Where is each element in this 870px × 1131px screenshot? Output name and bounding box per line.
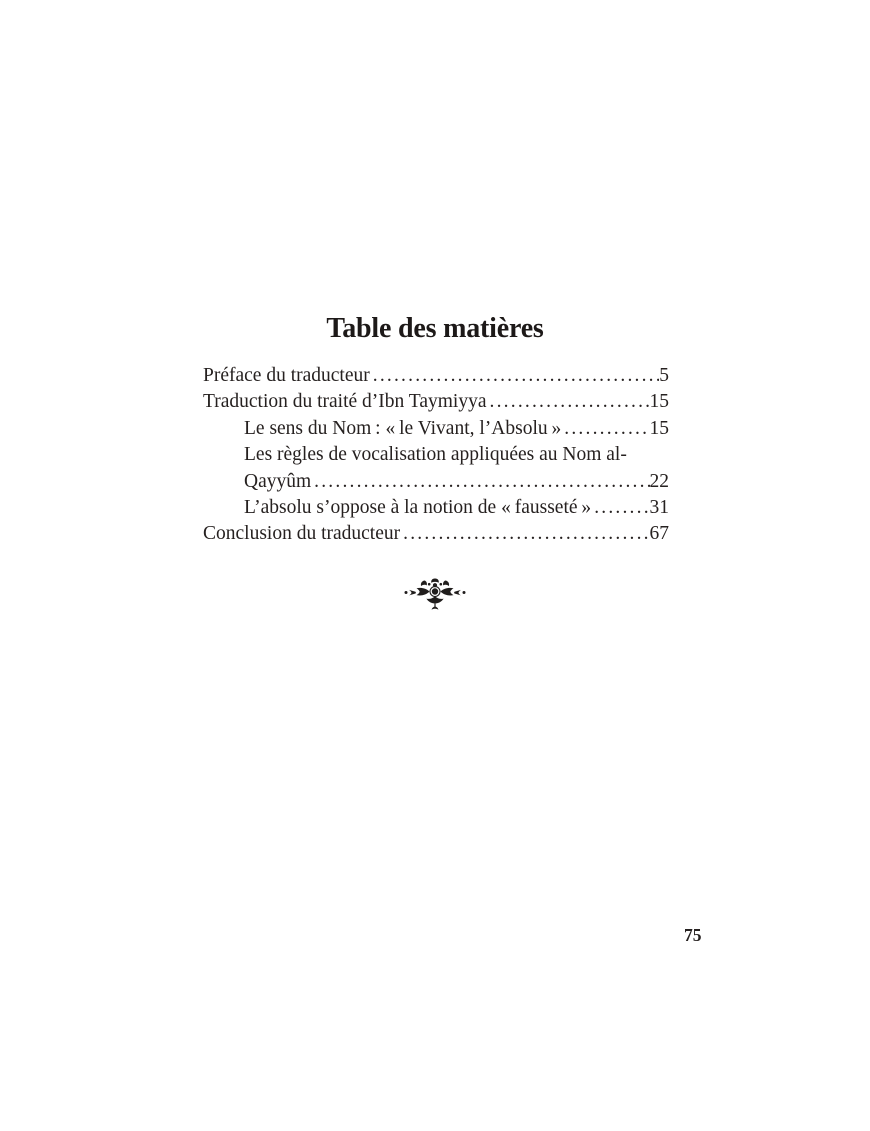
toc-page-number: 22 (649, 470, 669, 492)
fleuron-ornament-icon (403, 577, 467, 615)
toc-entry-regles-vocalisation-line-2 (203, 469, 669, 495)
dot-leader (400, 521, 649, 547)
table-of-contents (203, 363, 669, 548)
toc-entry-label: L’absolu s’oppose à la notion de « fausseté » (244, 497, 592, 519)
toc-entry-traduction-traite (203, 389, 669, 415)
toc-entry-label: Les règles de vocalisation appliquées au Nom al- (244, 444, 627, 466)
dot-leader (591, 495, 649, 521)
toc-entry-absolu-faussete (203, 495, 669, 521)
toc-page-number: 15 (649, 391, 669, 413)
toc-entry-preface (203, 363, 669, 389)
toc-page-number: 5 (659, 365, 669, 386)
dot-leader (561, 416, 649, 442)
toc-entry-conclusion (203, 521, 669, 547)
toc-entry-sens-du-nom (203, 416, 669, 442)
dot-leader (370, 363, 660, 389)
ornament-container (0, 577, 870, 620)
toc-entry-label: Conclusion du traducteur (203, 523, 401, 545)
toc-entry-label: Le sens du Nom : « le Vivant, l’Absolu » (244, 417, 562, 439)
page-title: Table des matières (326, 312, 544, 344)
toc-entry-regles-vocalisation-line-1 (203, 442, 669, 468)
toc-entry-label-continuation: Qayyûm (244, 470, 312, 492)
toc-page-number: 31 (649, 497, 669, 519)
dot-leader (487, 389, 650, 415)
toc-entry-label: Traduction du traité d’Ibn Taymiyya (203, 391, 487, 413)
dot-leader (311, 469, 649, 495)
toc-page-number: 15 (649, 417, 669, 439)
toc-entry-label: Préface du traducteur (203, 365, 370, 386)
toc-page-number: 67 (649, 523, 669, 545)
page-number: 75 (684, 925, 702, 945)
